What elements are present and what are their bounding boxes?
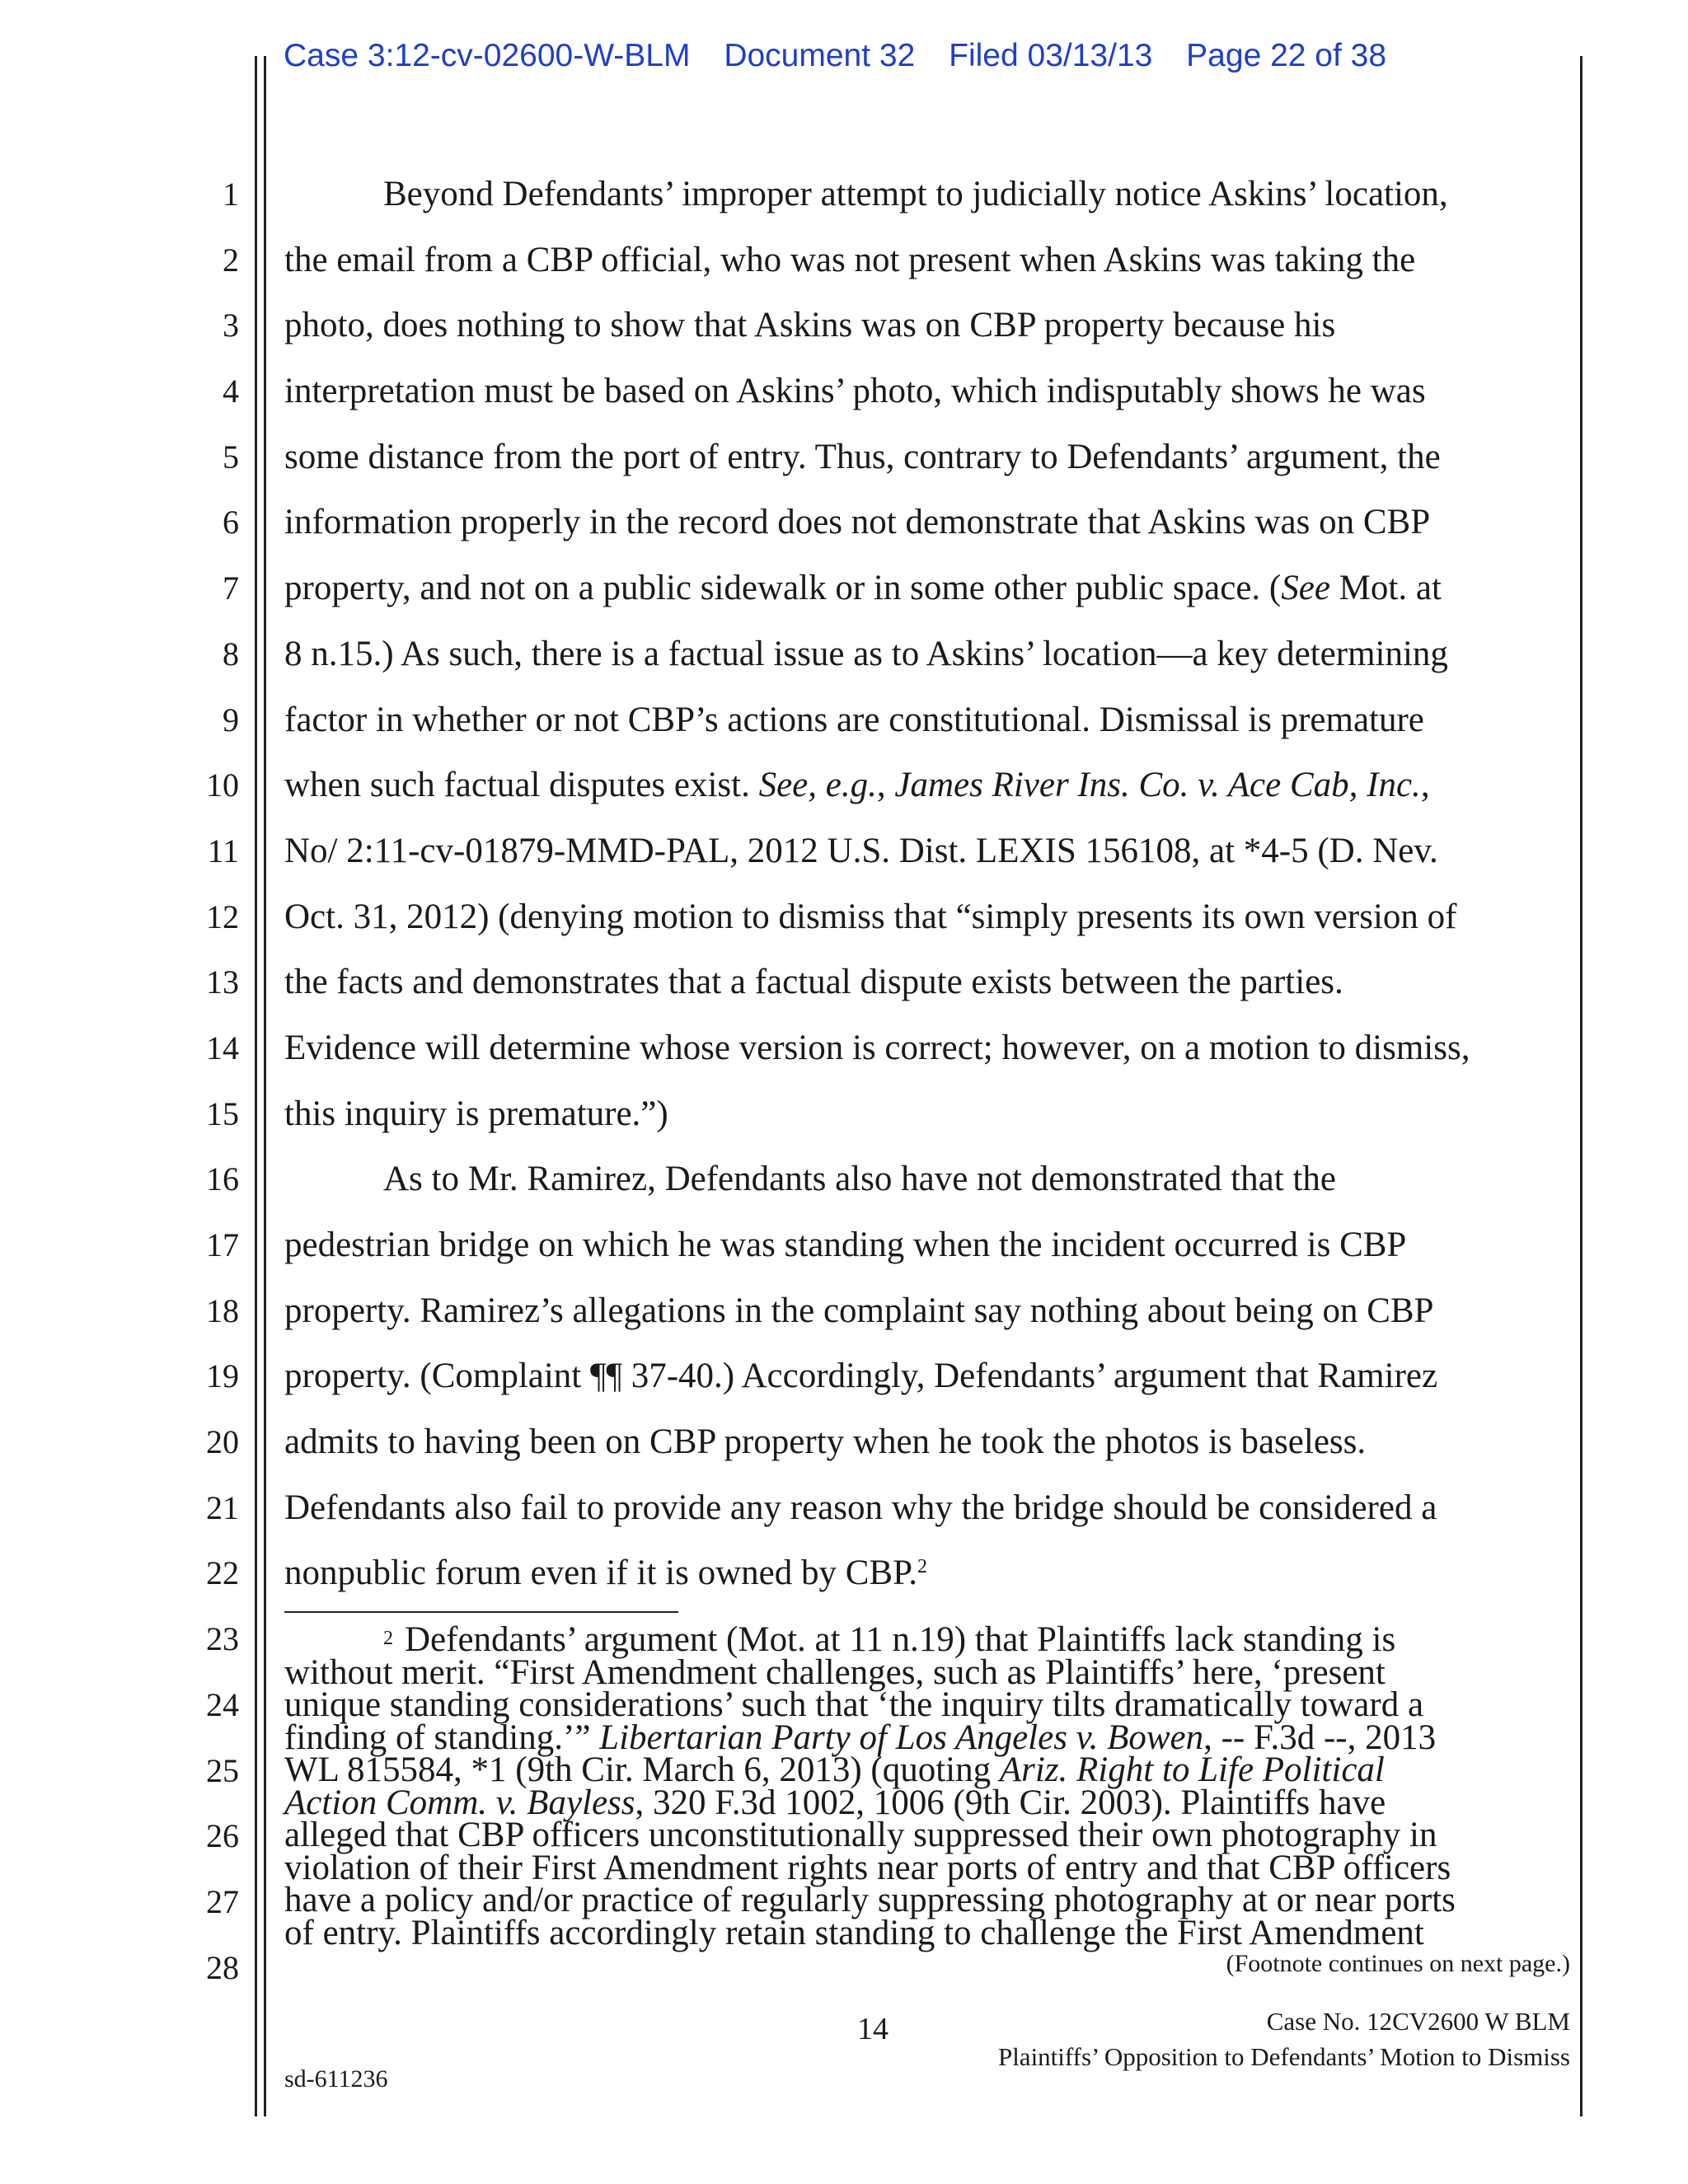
body-line: property. Ramirez’s allegations in the complaint say nothing about being on CBP <box>284 1291 1434 1330</box>
body-text-run: , <box>876 766 895 805</box>
footnote-line: have a policy and/or practice of regularly suppressing photography at or near ports <box>284 1881 1456 1919</box>
line-number: 22 <box>206 1554 239 1592</box>
footnote-reference: 2 <box>917 1556 927 1578</box>
body-text <box>284 174 1570 1619</box>
line-number: 9 <box>223 701 239 738</box>
body-line: As to Mr. Ramirez, Defendants also have not demonstrated that the <box>383 1160 1336 1199</box>
body-text-run: , <box>1420 766 1430 805</box>
body-line: property. (Complaint ¶¶ 37-40.) Accordingly, Defendants’ argument that Ramirez <box>284 1357 1438 1396</box>
header-document-number: Document 32 <box>724 38 916 73</box>
body-line: No/ 2:11-cv-01879-MMD-PAL, 2012 U.S. Dist. LEXIS 156108, at *4-5 (D. Nev. <box>284 831 1438 870</box>
footnote-line <box>284 1620 1570 1659</box>
case-name: Ariz. Right to Life Political <box>999 1750 1385 1789</box>
line-number: 13 <box>206 963 239 1001</box>
footnote-continuation-note: (Footnote continues on next page.) <box>1226 1950 1570 1977</box>
footer-caption <box>998 2004 1570 2074</box>
line-number: 18 <box>206 1291 239 1329</box>
line-number: 6 <box>223 504 239 541</box>
left-margin-rule-outer <box>255 56 257 2116</box>
line-number: 20 <box>206 1423 239 1461</box>
case-name: James River Ins. Co. v. Ace Cab, Inc. <box>894 766 1421 805</box>
line-number: 28 <box>206 1948 239 1986</box>
line-number: 12 <box>206 898 239 935</box>
body-line <box>284 765 1570 831</box>
footer-document-title: Plaintiffs’ Opposition to Defendants’ Motion to Dismiss <box>997 2042 1570 2071</box>
footnote-line: without merit. “First Amendment challenges, such as Plaintiffs’ here, ‘present <box>284 1652 1386 1692</box>
case-name: Libertarian Party of Los Angeles v. Bowen <box>599 1718 1204 1757</box>
line-number: 7 <box>223 569 239 607</box>
footnote-line: of entry. Plaintiffs accordingly retain standing to challenge the First Amendment <box>284 1913 1424 1952</box>
footnote-text-run: finding of standing.’” <box>284 1718 600 1757</box>
body-line: information properly in the record does not demonstrate that Askins was on CBP <box>284 503 1431 542</box>
line-number: 8 <box>223 635 239 673</box>
footer-case-number: Case No. 12CV2600 W BLM <box>1266 2007 1570 2036</box>
citation-signal: See, e.g. <box>758 766 877 805</box>
body-line: some distance from the port of entry. Thus, contrary to Defendants’ argument, the <box>284 437 1441 476</box>
body-line: Beyond Defendants’ improper attempt to judicially notice Askins’ location, <box>383 175 1448 213</box>
body-line: admits to having been on CBP property when he took the photos is baseless. <box>284 1422 1367 1462</box>
body-text-run: nonpublic forum even if it is owned by CBP. <box>284 1554 917 1593</box>
line-number: 23 <box>206 1620 239 1658</box>
body-line: this inquiry is premature.”) <box>284 1094 668 1133</box>
citation-signal: See <box>1281 569 1330 608</box>
header-page-count: Page 22 of 38 <box>1186 38 1387 73</box>
line-number: 1 <box>223 176 239 213</box>
header-filed-date: Filed 03/13/13 <box>949 38 1153 73</box>
line-number: 10 <box>206 766 239 804</box>
header-case-number: Case 3:12-cv-02600-W-BLM <box>284 38 691 73</box>
page-number: 14 <box>857 2012 889 2046</box>
body-line: the facts and demonstrates that a factual dispute exists between the parties. <box>284 963 1343 1002</box>
document-id: sd-611236 <box>284 2065 388 2093</box>
line-number: 3 <box>223 307 239 344</box>
body-line: the email from a CBP official, who was not present when Askins was taking the <box>284 240 1416 279</box>
left-margin-rule-inner <box>264 56 266 2116</box>
footnote-line: unique standing considerations’ such that ‘the inquiry tilts dramatically toward a <box>284 1685 1424 1724</box>
footnote-line: alleged that CBP officers unconstitutionally suppressed their own photography in <box>284 1816 1437 1854</box>
line-number: 4 <box>223 373 239 410</box>
body-line: Evidence will determine whose version is correct; however, on a motion to dismiss, <box>284 1028 1470 1067</box>
line-number: 11 <box>207 832 239 869</box>
footnote-line <box>284 1718 1570 1757</box>
body-line: photo, does nothing to show that Askins was on CBP property because his <box>284 306 1336 345</box>
line-number: 27 <box>206 1882 239 1920</box>
footnote-separator <box>284 1611 678 1613</box>
line-number: 14 <box>206 1029 239 1066</box>
line-numbers <box>173 174 239 2013</box>
footnote <box>284 1620 1570 1952</box>
right-margin-rule <box>1580 56 1582 2116</box>
body-text-run: Mot. at <box>1329 569 1442 608</box>
body-text-run: when such factual disputes exist. <box>284 766 759 805</box>
case-header <box>284 38 1411 74</box>
line-number: 19 <box>206 1357 239 1395</box>
footnote-line <box>284 1750 1570 1789</box>
line-number: 21 <box>206 1488 239 1526</box>
footnote-text-run: Defendants’ argument (Mot. at 11 n.19) that Plaintiffs lack standing is <box>405 1620 1396 1659</box>
body-line: Defendants also fail to provide any reason why the bridge should be considered a <box>284 1488 1437 1527</box>
line-number: 2 <box>223 241 239 279</box>
footnote-line <box>284 1783 1570 1822</box>
case-name: Action Comm. v. Bayless <box>284 1783 635 1822</box>
line-number: 15 <box>206 1094 239 1132</box>
body-line: Oct. 31, 2012) (denying motion to dismiss that “simply presents its own version of <box>284 897 1457 936</box>
body-text-run: property, and not on a public sidewalk or in some other public space. ( <box>284 569 1282 608</box>
footnote-text-run: , 320 F.3d 1002, 1006 (9th Cir. 2003). Plaintiffs have <box>635 1783 1386 1822</box>
body-line: interpretation must be based on Askins’ photo, which indisputably shows he was <box>284 372 1426 411</box>
line-number: 25 <box>206 1751 239 1789</box>
body-line: factor in whether or not CBP’s actions are constitutional. Dismissal is premature <box>284 700 1424 739</box>
line-number: 16 <box>206 1160 239 1198</box>
line-number: 5 <box>223 438 239 476</box>
body-line: 8 n.15.) As such, there is a factual issue as to Askins’ location—a key determining <box>284 634 1448 673</box>
footnote-text-run: WL 815584, *1 (9th Cir. March 6, 2013) (quoting <box>284 1750 1000 1789</box>
body-line <box>284 568 1570 634</box>
footnote-text-run: , -- F.3d --, 2013 <box>1203 1718 1437 1757</box>
line-number: 17 <box>206 1226 239 1263</box>
body-line: pedestrian bridge on which he was standing when the incident occurred is CBP <box>284 1226 1407 1264</box>
body-line <box>284 1553 1570 1619</box>
footnote-marker: 2 <box>383 1628 393 1649</box>
line-number: 26 <box>206 1817 239 1855</box>
footnote-line: violation of their First Amendment rights near ports of entry and that CBP officers <box>284 1848 1451 1887</box>
line-number: 24 <box>206 1685 239 1723</box>
